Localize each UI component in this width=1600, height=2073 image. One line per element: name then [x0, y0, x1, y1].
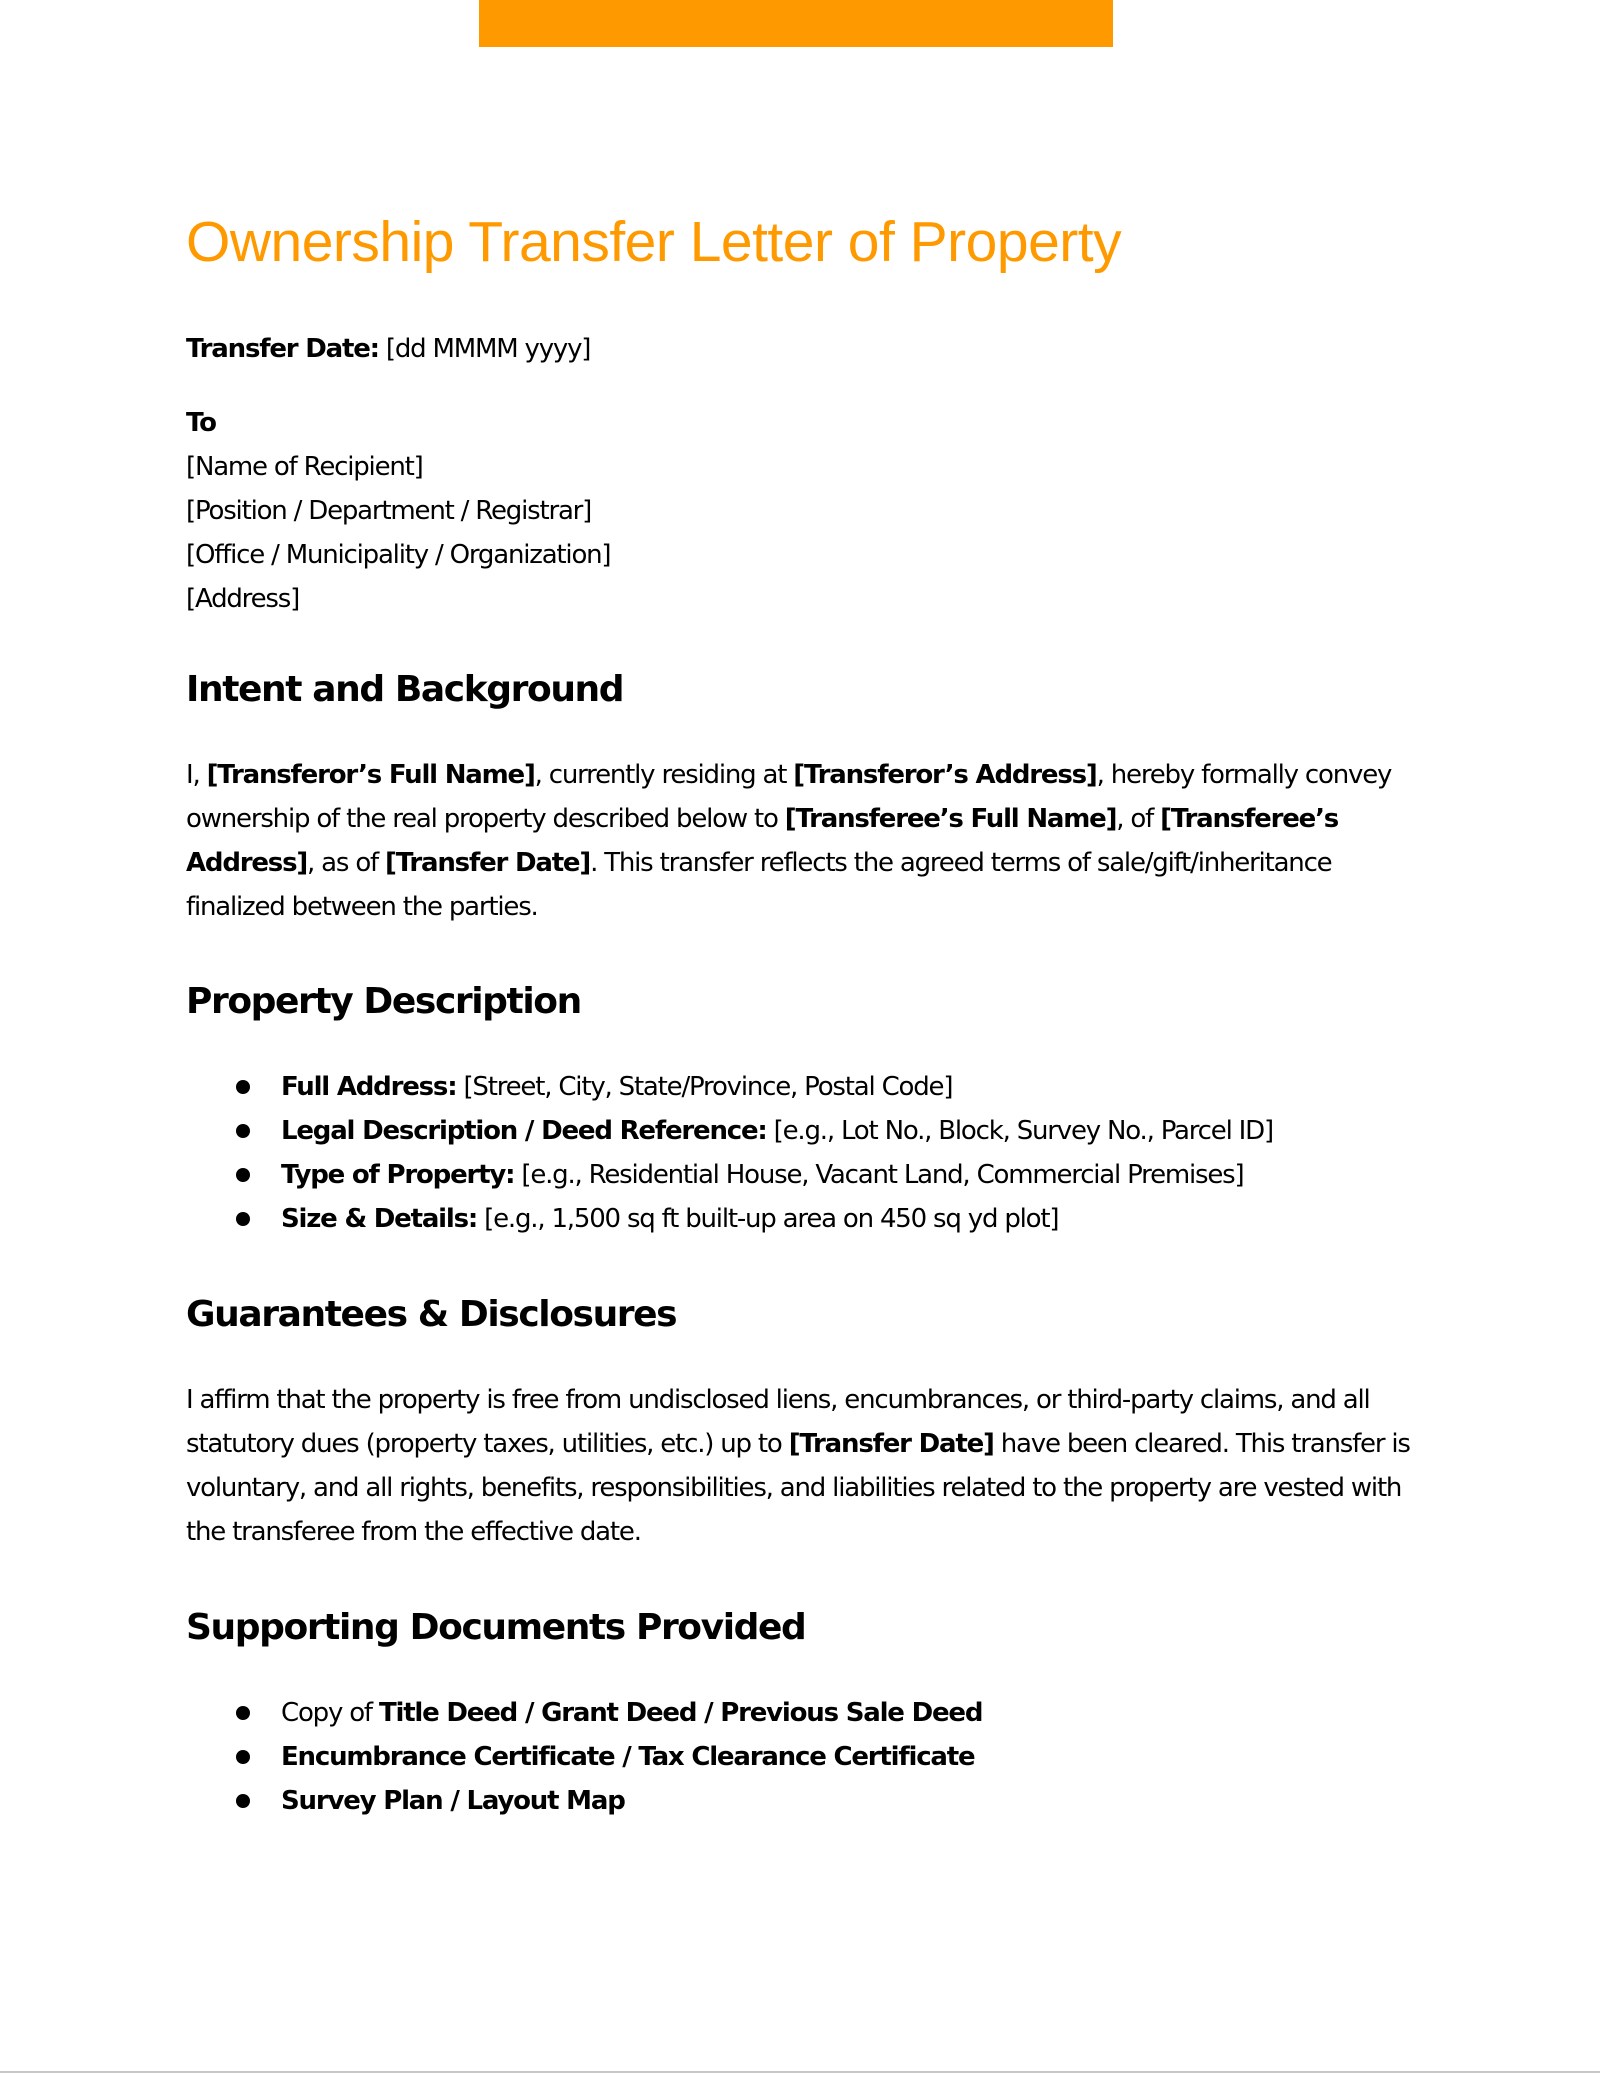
section-heading-intent: Intent and Background [186, 669, 624, 710]
section-heading-guarantees: Guarantees & Disclosures [186, 1294, 677, 1335]
property-item-value: [e.g., Lot No., Block, Survey No., Parcel ID] [766, 1116, 1273, 1146]
placeholder-field: [Transferor’s Address] [793, 760, 1097, 790]
document-item-name: Title Deed / Grant Deed / Previous Sale Deed [378, 1698, 983, 1728]
property-item-value: [Street, City, State/Province, Postal Code] [456, 1072, 953, 1102]
property-item-value: [e.g., Residential House, Vacant Land, Commercial Premises] [514, 1160, 1244, 1190]
bullet-icon [236, 1168, 250, 1182]
document-item-name: Survey Plan / Layout Map [281, 1786, 625, 1816]
property-item-label: Legal Description / Deed Reference: [281, 1116, 767, 1146]
placeholder-field: [Transferee’s Address] [186, 804, 1339, 878]
bullet-icon [236, 1080, 250, 1094]
bullet-icon [236, 1794, 250, 1808]
transfer-date-label: Transfer Date: [186, 334, 379, 364]
guarantees-paragraph [186, 1378, 1426, 1554]
recipient-position: [Position / Department / Registrar] [186, 496, 592, 526]
list-item [186, 1065, 1273, 1109]
document-title: Ownership Transfer Letter of Property [186, 210, 1122, 274]
recipient-name: [Name of Recipient] [186, 452, 423, 482]
supporting-documents-list [186, 1691, 982, 1823]
property-details-list [186, 1065, 1273, 1241]
document-item-prefix: Copy of [281, 1698, 379, 1728]
transfer-date-value: [dd MMMM yyyy] [385, 334, 591, 364]
recipient-heading: To [186, 408, 216, 438]
list-item [186, 1691, 982, 1735]
paragraph-text: , as of [307, 848, 386, 878]
list-item [186, 1153, 1273, 1197]
placeholder-field: [Transfer Date] [788, 1429, 994, 1459]
document-item-name: Encumbrance Certificate / Tax Clearance Certificate [281, 1742, 975, 1772]
intent-paragraph [186, 753, 1426, 929]
paragraph-text: , hereby formally convey ownership of the real property described below to [186, 760, 1392, 834]
list-item [186, 1197, 1273, 1241]
recipient-address: [Address] [186, 584, 300, 614]
paragraph-text: I, [186, 760, 207, 790]
recipient-block [186, 401, 610, 621]
bullet-icon [236, 1124, 250, 1138]
paragraph-text: , of [1116, 804, 1161, 834]
bullet-icon [236, 1212, 250, 1226]
header-accent-bar [479, 0, 1113, 47]
placeholder-field: [Transfer Date] [385, 848, 591, 878]
transfer-date-line [186, 327, 590, 371]
paragraph-text: I affirm that the property is free from undisclosed liens, encumbrances, or third-party claims, and all statutory dues (property taxes, utilities, etc.) up to [186, 1385, 1370, 1459]
bullet-icon [236, 1750, 250, 1764]
bullet-icon [236, 1706, 250, 1720]
recipient-office: [Office / Municipality / Organization] [186, 540, 611, 570]
property-item-label: Size & Details: [281, 1204, 478, 1234]
list-item [186, 1779, 982, 1823]
placeholder-field: [Transferee’s Full Name] [784, 804, 1117, 834]
paragraph-text: , currently residing at [534, 760, 794, 790]
placeholder-field: [Transferor’s Full Name] [206, 760, 535, 790]
section-heading-documents: Supporting Documents Provided [186, 1607, 806, 1648]
property-item-label: Type of Property: [281, 1160, 515, 1190]
property-item-value: [e.g., 1,500 sq ft built-up area on 450 sq yd plot] [477, 1204, 1059, 1234]
paragraph-text: have been cleared. This transfer is voluntary, and all rights, benefits, responsibilities, and liabilities related to the property are vested with the transferee from the effective date. [186, 1429, 1410, 1547]
section-heading-property: Property Description [186, 981, 581, 1022]
list-item [186, 1109, 1273, 1153]
property-item-label: Full Address: [281, 1072, 457, 1102]
paragraph-text: . This transfer reflects the agreed terms of sale/gift/inheritance finalized between the parties. [186, 848, 1332, 922]
list-item [186, 1735, 982, 1779]
